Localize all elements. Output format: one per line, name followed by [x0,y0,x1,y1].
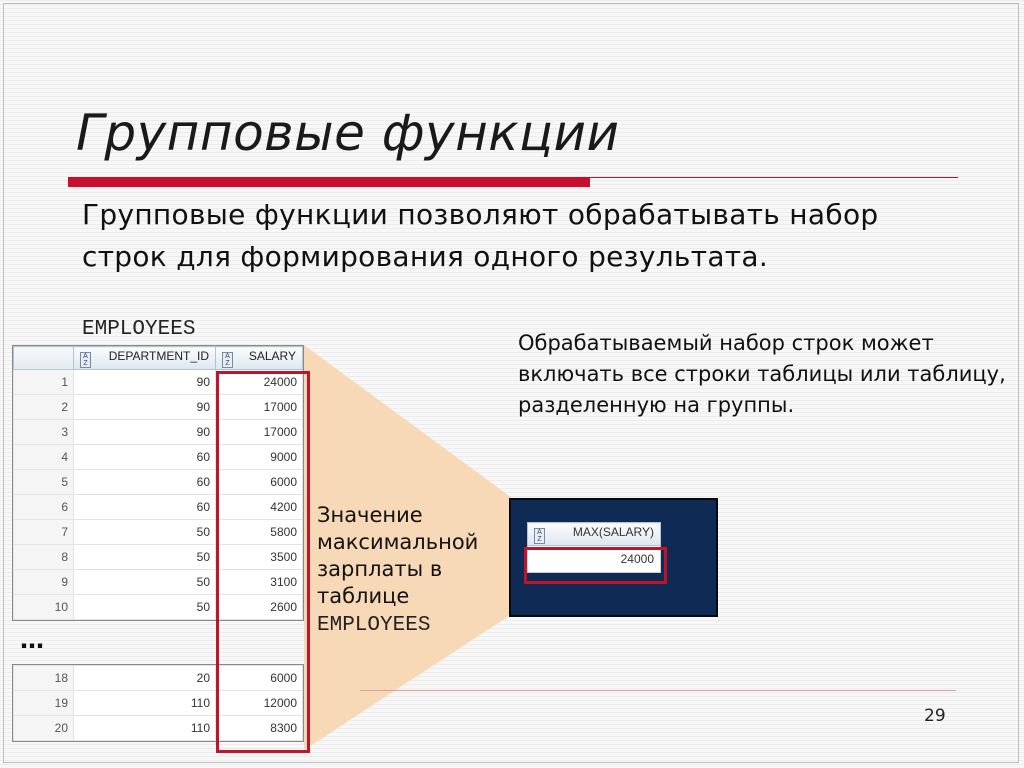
row-number-cell: 6 [14,495,74,520]
az-sort-icon: A Z [80,352,91,368]
result-highlight-box [524,547,667,584]
az-sort-icon: A Z [534,528,545,544]
department-id-cell: 50 [74,545,216,570]
column-header-max-salary[interactable]: A Z MAX(SALARY) [528,523,661,546]
salary-cell: 9000 [216,445,303,470]
department-id-cell: 60 [74,470,216,495]
row-number-cell: 1 [14,370,74,395]
salary-cell: 3100 [216,570,303,595]
salary-cell: 17000 [216,420,303,445]
salary-cell: 5800 [216,520,303,545]
row-number-cell: 9 [14,570,74,595]
salary-cell: 6000 [216,666,303,691]
row-number-cell: 19 [14,691,74,716]
department-id-cell: 60 [74,495,216,520]
department-id-cell: 60 [74,445,216,470]
department-id-cell: 50 [74,595,216,620]
salary-cell: 24000 [216,370,303,395]
title-underline-thin [590,177,958,178]
max-salary-value: 24000 [528,546,661,573]
row-number-cell: 4 [14,445,74,470]
salary-cell: 8300 [216,716,303,741]
footer-divider [360,690,956,691]
title-underline [68,177,590,187]
department-id-cell: 50 [74,570,216,595]
salary-cell: 4200 [216,495,303,520]
omitted-rows-ellipsis: … [20,626,46,654]
row-number-cell: 20 [14,716,74,741]
max-salary-caption: Значение максимальной зарплаты в таблице [317,503,479,608]
department-id-cell: 110 [74,691,216,716]
salary-cell: 6000 [216,470,303,495]
salary-cell: 3500 [216,545,303,570]
intro-text: Групповые функции позволяют обрабатывать набор строк для формирования одного результата. [82,198,879,273]
row-number-cell: 7 [14,520,74,545]
row-number-cell: 8 [14,545,74,570]
page-number: 29 [924,706,946,726]
department-id-cell: 20 [74,666,216,691]
salary-cell: 17000 [216,395,303,420]
salary-cell: 2600 [216,595,303,620]
row-number-cell: 10 [14,595,74,620]
department-id-cell: 110 [74,716,216,741]
row-number-cell: 2 [14,395,74,420]
table-name-label: EMPLOYEES [82,318,196,341]
salary-cell: 12000 [216,691,303,716]
description-text: Обрабатываемый набор строк может включать все строки таблицы или таблицу, разделенную на группы. [518,331,1006,417]
row-number-cell: 18 [14,666,74,691]
row-number-cell: 5 [14,470,74,495]
column-header-department-id[interactable]: A Z DEPARTMENT_ID [74,347,216,370]
salary-highlight-box [216,371,310,753]
max-table-name-label: EMPLOYEES [317,614,431,637]
slide-title: Групповые функции [76,104,620,162]
department-id-cell: 90 [74,370,216,395]
department-id-cell: 50 [74,520,216,545]
az-sort-icon: A Z [222,352,233,368]
department-id-cell: 90 [74,420,216,445]
corner-header [14,347,74,370]
department-id-cell: 90 [74,395,216,420]
row-number-cell: 3 [14,420,74,445]
column-header-salary[interactable]: A Z SALARY [216,347,303,370]
